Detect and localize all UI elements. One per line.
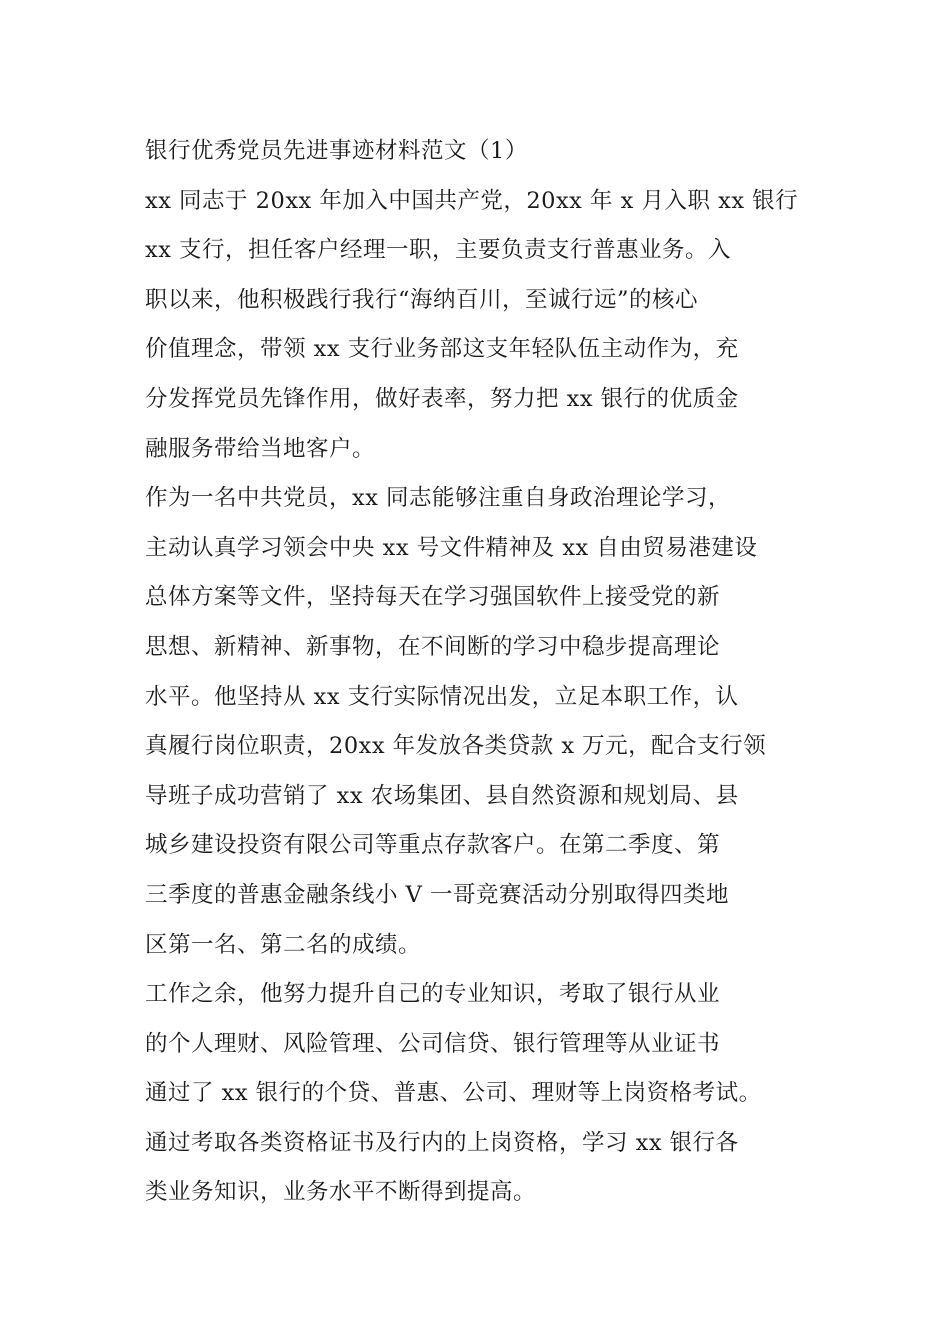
paragraph-line: 真履行岗位职责，20xx 年发放各类贷款 x 万元，配合支行领: [145, 733, 767, 760]
paragraph-line: 导班子成功营销了 xx 农场集团、县自然资源和规划局、县: [145, 782, 739, 809]
paragraph-line: 作为一名中共党员，xx 同志能够注重自身政治理论学习，: [145, 485, 732, 512]
paragraph-line: 类业务知识，业务水平不断得到提高。: [145, 1179, 537, 1206]
paragraph-line: 的个人理财、风险管理、公司信贷、银行管理等从业证书: [145, 1030, 721, 1057]
paragraph-line: 主动认真学习领会中央 xx 号文件精神及 xx 自由贸易港建设: [145, 534, 758, 561]
paragraph-line: 区第一名、第二名的成绩。: [145, 931, 422, 958]
paragraph-line: 三季度的普惠金融条线小 V 一哥竞赛活动分别取得四类地: [145, 881, 730, 908]
paragraph-line: 职以来，他积极践行我行“海纳百川，至诚行远”的核心: [145, 286, 699, 313]
paragraph-1: [145, 177, 825, 475]
document-title: 银行优秀党员先进事迹材料范文（1）: [145, 138, 528, 164]
document-body: [145, 127, 825, 1218]
paragraph-2: [145, 474, 825, 970]
paragraph-line: 城乡建设投资有限公司等重点存款客户。在第二季度、第: [145, 832, 721, 859]
paragraph-line: 融服务带给当地客户。: [145, 435, 376, 462]
paragraph-line: xx 同志于 20xx 年加入中国共产党，20xx 年 x 月入职 xx 银行: [145, 187, 799, 214]
paragraph-line: xx 支行，担任客户经理一职，主要负责支行普惠业务。入: [145, 237, 732, 264]
paragraph-line: 总体方案等文件，坚持每天在学习强国软件上接受党的新: [145, 584, 721, 611]
paragraph-line: 分发挥党员先锋作用，做好表率，努力把 xx 银行的优质金: [145, 385, 739, 412]
paragraph-line: 思想、新精神、新事物，在不间断的学习中稳步提高理论: [145, 633, 721, 660]
paragraph-line: 工作之余，他努力提升自己的专业知识，考取了银行从业: [145, 981, 721, 1008]
paragraph-3: [145, 970, 825, 1218]
paragraph-line: 通过了 xx 银行的个贷、普惠、公司、理财等上岗资格考试。: [145, 1080, 762, 1107]
paragraph-line: 价值理念，带领 xx 支行业务部这支年轻队伍主动作为，充: [145, 336, 739, 363]
paragraph-line: 通过考取各类资格证书及行内的上岗资格，学习 xx 银行各: [145, 1129, 739, 1156]
paragraph-line: 水平。他坚持从 xx 支行实际情况出发，立足本职工作，认: [145, 683, 739, 710]
